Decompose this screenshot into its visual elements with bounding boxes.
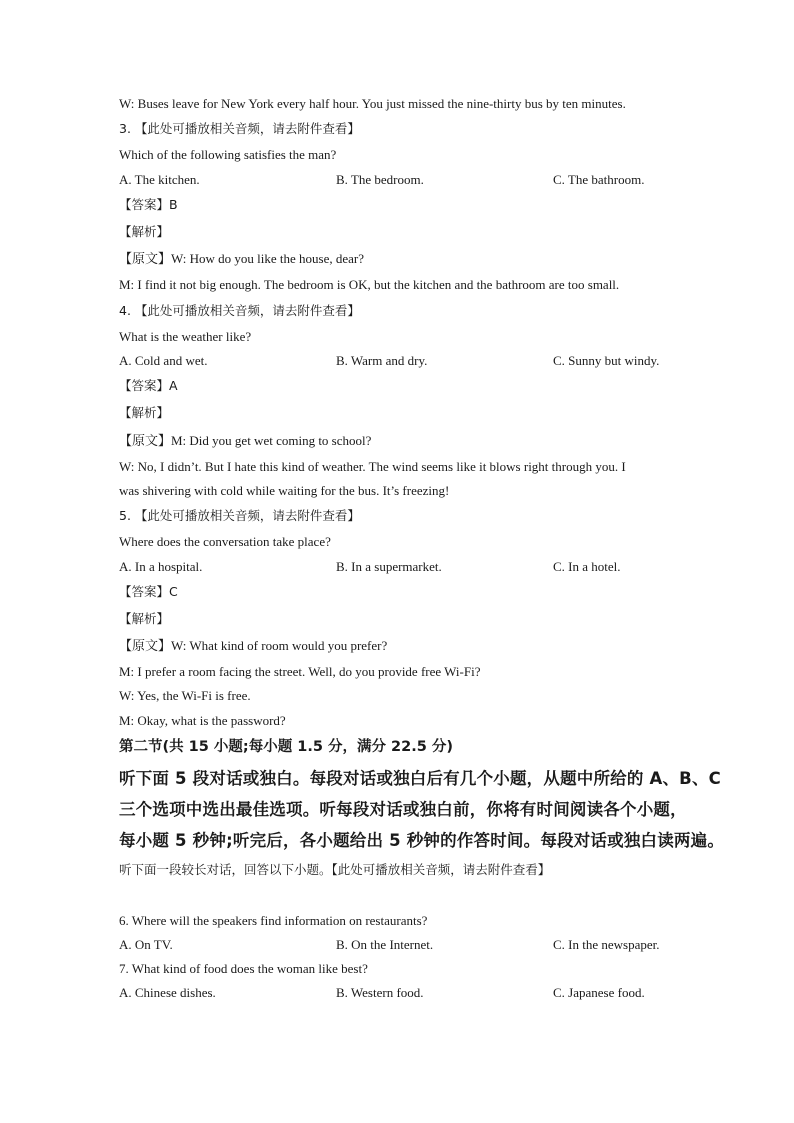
question-4-option-c: C. Sunny but windy. [553, 353, 660, 368]
question-4-analysis: 【解析】 [119, 405, 170, 420]
question-4-header: 4. 【此处可播放相关音频，请去附件查看】 [119, 303, 360, 318]
question-3-option-a: A. The kitchen. [119, 172, 200, 187]
section-instructions-line: 听下面 5 段对话或独白。每段对话或独白后有几个小题，从题中所给的 A、B、C [119, 769, 721, 788]
dialogue-line: W: No, I didn’t. But I hate this kind of weather. The wind seems like it blows right through you. I [119, 459, 626, 474]
question-3-answer: 【答案】B [119, 197, 178, 212]
question-4-text: What is the weather like? [119, 329, 252, 344]
dialogue-line: M: Okay, what is the password? [119, 713, 286, 728]
question-6-option-c: C. In the newspaper. [553, 937, 660, 952]
dialogue-line: M: I find it not big enough. The bedroom is OK, but the kitchen and the bathroom are too small. [119, 277, 620, 292]
question-6-option-a: A. On TV. [119, 937, 173, 952]
section-2-title: 第二节(共 15 小题;每小题 1.5 分，满分 22.5 分) [119, 739, 453, 755]
section-instructions-line: 三个选项中选出最佳选项。听每段对话或独白前，你将有时间阅读各个小题， [119, 800, 687, 819]
question-5-option-a: A. In a hospital. [119, 559, 203, 574]
question-3-option-c: C. The bathroom. [553, 172, 645, 187]
question-5-answer: 【答案】C [119, 584, 178, 599]
question-7-text: 7. What kind of food does the woman like best? [119, 961, 368, 976]
long-dialogue-instruction: 听下面一段较长对话，回答以下小题。【此处可播放相关音频，请去附件查看】 [119, 862, 551, 877]
dialogue-line: was shivering with cold while waiting for the bus. It’s freezing! [119, 483, 450, 498]
question-5-option-c: C. In a hotel. [553, 559, 621, 574]
section-instructions-line: 每小题 5 秒钟;听完后，各小题给出 5 秒钟的作答时间。每段对话或独白读两遍。 [119, 831, 725, 850]
question-6-option-b: B. On the Internet. [336, 937, 434, 952]
question-5-transcript: 【原文】W: What kind of room would you prefer? [119, 638, 388, 653]
question-7-option-c: C. Japanese food. [553, 985, 645, 1000]
question-4-answer: 【答案】A [119, 378, 178, 393]
question-3-option-b: B. The bedroom. [336, 172, 424, 187]
question-5-option-b: B. In a supermarket. [336, 559, 442, 574]
question-4-transcript: 【原文】M: Did you get wet coming to school? [119, 433, 372, 448]
question-6-text: 6. Where will the speakers find information on restaurants? [119, 913, 428, 928]
question-3-analysis: 【解析】 [119, 224, 170, 239]
question-7-option-b: B. Western food. [336, 985, 424, 1000]
dialogue-line: M: I prefer a room facing the street. Well, do you provide free Wi-Fi? [119, 664, 481, 679]
question-3-header: 3. 【此处可播放相关音频，请去附件查看】 [119, 121, 360, 136]
question-4-option-a: A. Cold and wet. [119, 353, 208, 368]
dialogue-line: W: Buses leave for New York every half hour. You just missed the nine-thirty bus by ten minutes. [119, 96, 626, 111]
dialogue-line: W: Yes, the Wi-Fi is free. [119, 688, 251, 703]
question-7-option-a: A. Chinese dishes. [119, 985, 216, 1000]
question-5-analysis: 【解析】 [119, 611, 170, 626]
question-5-header: 5. 【此处可播放相关音频，请去附件查看】 [119, 508, 360, 523]
question-5-text: Where does the conversation take place? [119, 534, 331, 549]
question-3-transcript: 【原文】W: How do you like the house, dear? [119, 251, 365, 266]
question-4-option-b: B. Warm and dry. [336, 353, 428, 368]
question-3-text: Which of the following satisfies the man? [119, 147, 337, 162]
